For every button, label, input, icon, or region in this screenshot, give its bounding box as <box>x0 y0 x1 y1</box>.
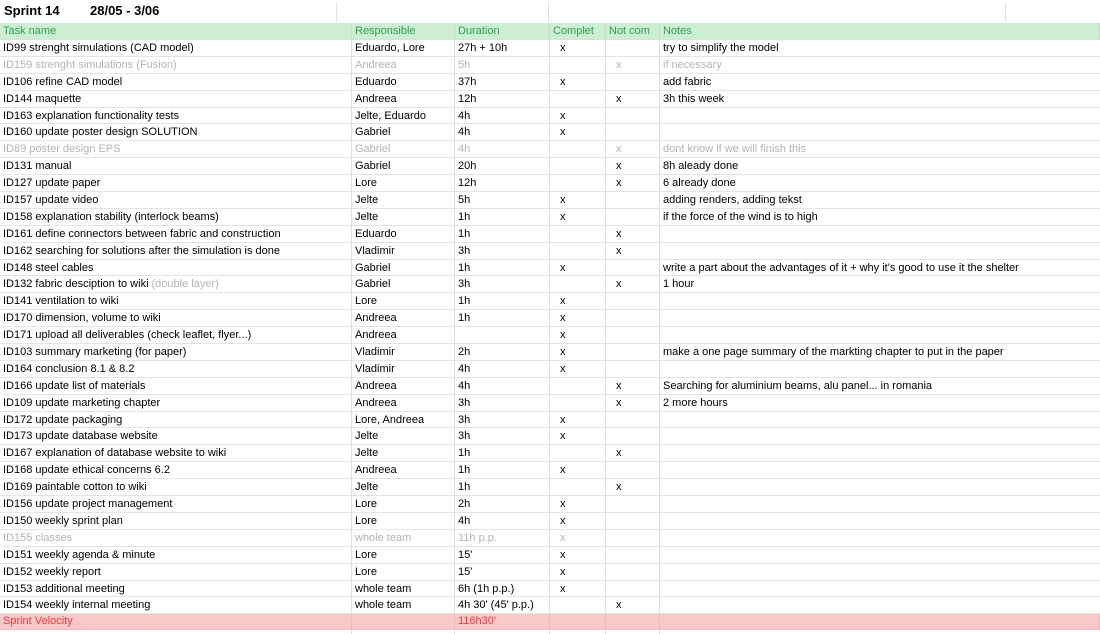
cell-responsible[interactable]: Gabriel <box>352 158 455 174</box>
task-row <box>0 378 1100 395</box>
cell-responsible[interactable]: Andreea <box>352 327 455 343</box>
task-row <box>0 293 1100 310</box>
cell-task-name[interactable]: ID171 upload all deliverables (check leaflet, flyer...) <box>0 327 352 343</box>
title-row <box>0 0 1100 23</box>
cell-responsible[interactable]: Vladimir <box>352 361 455 377</box>
sprint-title: Sprint 14 <box>4 3 60 18</box>
cell-not-com[interactable] <box>606 124 660 140</box>
cell-not-com[interactable] <box>606 412 660 428</box>
cell-notes[interactable]: 2 more hours <box>663 396 728 409</box>
cell-not-com[interactable]: x <box>606 57 660 73</box>
cell-notes[interactable]: Searching for aluminium beams, alu panel... in romania <box>663 379 933 392</box>
cell-not-com[interactable]: x <box>606 395 660 411</box>
cell-duration[interactable]: 1h <box>455 260 550 276</box>
cell-task-name[interactable]: ID164 conclusion 8.1 & 8.2 <box>0 361 352 377</box>
cell-not-com[interactable]: x <box>606 479 660 495</box>
cell-complet[interactable]: x <box>550 428 606 444</box>
cell-complet[interactable] <box>550 57 606 73</box>
cell-notes[interactable]: 6 already done <box>663 177 736 190</box>
cell-task-name[interactable]: ID159 strenght simulations (Fusion) <box>0 57 352 73</box>
task-row <box>0 226 1100 243</box>
cell-complet[interactable]: x <box>550 344 606 360</box>
cell-task-name[interactable]: ID161 define connectors between fabric and construction <box>0 226 352 242</box>
cell-task-name[interactable]: ID152 weekly report <box>0 564 352 580</box>
task-row <box>0 395 1100 412</box>
task-row <box>0 175 1100 192</box>
column-header-row <box>0 23 1100 40</box>
task-row <box>0 445 1100 462</box>
cell-task-name[interactable]: ID132 fabric desciption to wiki (double layer) <box>0 276 352 292</box>
cell-not-com[interactable] <box>606 108 660 124</box>
cell-duration[interactable]: 15' <box>455 547 550 563</box>
cell-task-name[interactable]: ID109 update marketing chapter <box>0 395 352 411</box>
cell-not-com[interactable] <box>606 293 660 309</box>
cell-notes[interactable]: try to simplify the model <box>663 42 779 54</box>
task-row <box>0 40 1100 57</box>
cell-responsible[interactable]: whole team <box>352 597 455 613</box>
cell-complet[interactable]: x <box>550 40 606 56</box>
cell-responsible[interactable]: Jelte <box>352 209 455 225</box>
filler-row <box>0 630 1100 634</box>
cell-notes[interactable] <box>660 310 1100 326</box>
cell-not-com[interactable] <box>606 209 660 225</box>
cell-notes[interactable] <box>660 361 1100 377</box>
cell-responsible[interactable]: Lore <box>352 547 455 563</box>
cell-duration[interactable]: 1h <box>455 226 550 242</box>
cell-notes[interactable] <box>660 530 1100 546</box>
cell-task-name[interactable]: ID170 dimension, volume to wiki <box>0 310 352 326</box>
column-header-duration[interactable]: Duration <box>455 23 550 39</box>
cell-task-name[interactable]: ID153 additional meeting <box>0 581 352 597</box>
cell-notes[interactable]: 8h aleady done <box>663 160 739 173</box>
task-row <box>0 57 1100 74</box>
cell-duration[interactable]: 3h <box>455 276 550 292</box>
cell-notes[interactable]: add fabric <box>663 75 712 88</box>
cell-complet[interactable] <box>550 226 606 242</box>
cell-task-name[interactable]: ID160 update poster design SOLUTION <box>0 124 352 140</box>
cell-not-com[interactable]: x <box>606 276 660 292</box>
cell-notes[interactable] <box>660 581 1100 597</box>
title-cell-border <box>548 2 549 22</box>
cell-complet[interactable] <box>550 158 606 174</box>
cell-duration[interactable]: 12h <box>455 175 550 191</box>
cell-complet[interactable]: x <box>550 260 606 276</box>
cell-complet[interactable]: x <box>550 412 606 428</box>
task-row <box>0 209 1100 226</box>
task-row <box>0 91 1100 108</box>
cell-responsible[interactable]: Jelte, Eduardo <box>352 108 455 124</box>
cell-duration[interactable]: 11h p.p. <box>455 530 550 546</box>
cell-responsible[interactable]: Eduardo <box>352 74 455 90</box>
task-row <box>0 597 1100 614</box>
cell-duration[interactable]: 15' <box>455 564 550 580</box>
cell-notes[interactable]: adding renders, adding tekst <box>663 194 802 207</box>
cell-task-name[interactable]: ID151 weekly agenda & minute <box>0 547 352 563</box>
cell-complet[interactable] <box>550 243 606 259</box>
cell-responsible[interactable]: Andreea <box>352 395 455 411</box>
cell-not-com[interactable] <box>606 513 660 529</box>
task-row <box>0 361 1100 378</box>
cell-notes[interactable] <box>660 108 1100 124</box>
cell-duration[interactable]: 37h <box>455 74 550 90</box>
cell-empty <box>352 630 455 634</box>
cell-duration[interactable]: 5h <box>455 57 550 73</box>
task-name-suffix: (double layer) <box>151 278 219 291</box>
cell-task-name[interactable]: ID158 explanation stability (interlock beams) <box>0 209 352 225</box>
cell-complet[interactable]: x <box>550 361 606 377</box>
cell-duration[interactable]: 1h <box>455 209 550 225</box>
task-row <box>0 462 1100 479</box>
sprint-date-range: 28/05 - 3/06 <box>90 3 160 18</box>
cell-duration[interactable]: 3h <box>455 428 550 444</box>
cell-duration[interactable]: 20h <box>455 158 550 174</box>
cell-task-name[interactable]: ID89 poster design EPS <box>0 141 352 157</box>
cell-not-com[interactable] <box>606 564 660 580</box>
cell-duration[interactable]: 1h <box>455 293 550 309</box>
cell-not-com[interactable]: x <box>606 158 660 174</box>
cell-not-com[interactable] <box>606 361 660 377</box>
cell-notes[interactable]: dont know if we will finish this <box>663 143 807 156</box>
cell-task-name[interactable]: ID167 explanation of database website to wiki <box>0 445 352 461</box>
cell-task-name[interactable]: ID144 maquette <box>0 91 352 107</box>
cell-task-name[interactable]: ID162 searching for solutions after the simulation is done <box>0 243 352 259</box>
cell-complet[interactable]: x <box>550 547 606 563</box>
cell-task-name[interactable]: ID127 update paper <box>0 175 352 191</box>
cell-responsible[interactable]: Lore <box>352 293 455 309</box>
cell-responsible[interactable]: Jelte <box>352 428 455 444</box>
cell-not-com[interactable]: x <box>606 175 660 191</box>
cell-complet[interactable]: x <box>550 513 606 529</box>
cell-not-com[interactable]: x <box>606 445 660 461</box>
task-row <box>0 158 1100 175</box>
cell-complet[interactable] <box>550 175 606 191</box>
cell-notes[interactable] <box>660 226 1100 242</box>
task-row <box>0 192 1100 209</box>
cell-task-name[interactable]: ID166 update list of materials <box>0 378 352 394</box>
cell-task-name[interactable]: ID148 steel cables <box>0 260 352 276</box>
cell-complet[interactable]: x <box>550 293 606 309</box>
cell-complet[interactable]: x <box>550 496 606 512</box>
cell-complet[interactable]: x <box>550 124 606 140</box>
cell-not-com[interactable] <box>606 462 660 478</box>
cell-responsible[interactable]: Lore <box>352 175 455 191</box>
cell-task-name[interactable]: ID103 summary marketing (for paper) <box>0 344 352 360</box>
cell-task-name[interactable]: ID169 paintable cotton to wiki <box>0 479 352 495</box>
cell-not-com[interactable]: x <box>606 226 660 242</box>
cell-task-name[interactable]: ID157 update video <box>0 192 352 208</box>
cell-notes[interactable] <box>660 412 1100 428</box>
table-body <box>0 40 1100 614</box>
cell-duration[interactable]: 4h <box>455 108 550 124</box>
cell-notes[interactable] <box>660 428 1100 444</box>
cell-responsible[interactable]: Vladimir <box>352 344 455 360</box>
task-row <box>0 412 1100 429</box>
task-row <box>0 108 1100 125</box>
cell-notes[interactable]: if the force of the wind is to high <box>663 210 818 223</box>
cell-notes[interactable] <box>660 597 1100 613</box>
cell-empty[interactable] <box>606 614 660 629</box>
column-header-task-name[interactable]: Task name <box>0 23 352 39</box>
cell-task-name[interactable]: ID150 weekly sprint plan <box>0 513 352 529</box>
cell-notes[interactable] <box>660 564 1100 580</box>
cell-not-com[interactable] <box>606 428 660 444</box>
cell-notes[interactable]: 3h this week <box>663 92 725 105</box>
cell-not-com[interactable] <box>606 310 660 326</box>
cell-complet[interactable]: x <box>550 327 606 343</box>
cell-not-com[interactable] <box>606 192 660 208</box>
task-row <box>0 74 1100 91</box>
cell-notes[interactable] <box>660 445 1100 461</box>
cell-notes[interactable]: 1 hour <box>663 278 695 291</box>
cell-notes[interactable]: make a one page summary of the markting chapter to put in the paper <box>663 346 1004 359</box>
cell-responsible[interactable]: Andreea <box>352 310 455 326</box>
task-row <box>0 243 1100 260</box>
cell-duration[interactable]: 1h <box>455 310 550 326</box>
cell-empty[interactable] <box>660 614 1100 629</box>
cell-duration[interactable]: 12h <box>455 91 550 107</box>
cell-duration[interactable]: 6h (1h p.p.) <box>455 581 550 597</box>
cell-responsible[interactable]: Lore <box>352 513 455 529</box>
cell-notes[interactable]: if necessary <box>663 58 722 71</box>
cell-complet[interactable] <box>550 141 606 157</box>
cell-notes[interactable] <box>660 293 1100 309</box>
cell-not-com[interactable] <box>606 74 660 90</box>
cell-complet[interactable] <box>550 597 606 613</box>
cell-responsible[interactable]: Gabriel <box>352 141 455 157</box>
cell-complet[interactable] <box>550 276 606 292</box>
cell-duration[interactable]: 2h <box>455 344 550 360</box>
title-cell-border <box>1005 2 1006 22</box>
cell-duration[interactable]: 4h <box>455 378 550 394</box>
cell-not-com[interactable]: x <box>606 378 660 394</box>
column-header-not-com[interactable]: Not com <box>606 23 660 39</box>
cell-responsible[interactable]: Andreea <box>352 57 455 73</box>
cell-responsible[interactable]: Andreea <box>352 462 455 478</box>
cell-responsible[interactable]: Lore <box>352 564 455 580</box>
cell-complet[interactable]: x <box>550 310 606 326</box>
cell-not-com[interactable] <box>606 327 660 343</box>
cell-empty <box>0 630 352 634</box>
cell-complet[interactable]: x <box>550 581 606 597</box>
cell-task-name[interactable]: ID106 refine CAD model <box>0 74 352 90</box>
cell-responsible[interactable]: Gabriel <box>352 260 455 276</box>
cell-responsible[interactable]: whole team <box>352 581 455 597</box>
cell-duration[interactable]: 1h <box>455 445 550 461</box>
cell-complet[interactable] <box>550 395 606 411</box>
cell-complet[interactable]: x <box>550 564 606 580</box>
cell-not-com[interactable] <box>606 344 660 360</box>
cell-task-name[interactable]: ID172 update packaging <box>0 412 352 428</box>
sprint-velocity-row <box>0 614 1100 630</box>
task-row <box>0 344 1100 361</box>
sprint-velocity-label[interactable]: Sprint Velocity <box>0 614 352 629</box>
cell-not-com[interactable] <box>606 547 660 563</box>
task-row <box>0 547 1100 564</box>
cell-empty <box>455 630 550 634</box>
task-row <box>0 513 1100 530</box>
cell-not-com[interactable] <box>606 530 660 546</box>
task-row <box>0 260 1100 277</box>
cell-duration[interactable]: 3h <box>455 412 550 428</box>
cell-task-name[interactable]: ID99 strenght simulations (CAD model) <box>0 40 352 56</box>
task-row <box>0 428 1100 445</box>
task-row <box>0 530 1100 547</box>
task-row <box>0 564 1100 581</box>
cell-duration[interactable]: 4h 30' (45' p.p.) <box>455 597 550 613</box>
cell-notes[interactable] <box>660 496 1100 512</box>
cell-notes[interactable] <box>660 243 1100 259</box>
cell-duration[interactable]: 4h <box>455 513 550 529</box>
cell-duration[interactable]: 4h <box>455 124 550 140</box>
cell-duration[interactable]: 3h <box>455 243 550 259</box>
cell-complet[interactable] <box>550 378 606 394</box>
title-cell-border <box>336 2 337 22</box>
cell-responsible[interactable]: Gabriel <box>352 124 455 140</box>
cell-not-com[interactable]: x <box>606 141 660 157</box>
cell-notes[interactable] <box>660 547 1100 563</box>
cell-not-com[interactable]: x <box>606 597 660 613</box>
cell-task-name[interactable]: ID154 weekly internal meeting <box>0 597 352 613</box>
cell-complet[interactable]: x <box>550 192 606 208</box>
cell-responsible[interactable]: Jelte <box>352 445 455 461</box>
column-header-responsible[interactable]: Responsible <box>352 23 455 39</box>
cell-complet[interactable]: x <box>550 530 606 546</box>
cell-duration[interactable]: 1h <box>455 462 550 478</box>
cell-not-com[interactable]: x <box>606 91 660 107</box>
cell-complet[interactable] <box>550 445 606 461</box>
cell-responsible[interactable]: Lore <box>352 496 455 512</box>
cell-responsible[interactable]: Eduardo, Lore <box>352 40 455 56</box>
cell-duration[interactable]: 27h + 10h <box>455 40 550 56</box>
cell-responsible[interactable]: Jelte <box>352 479 455 495</box>
task-row <box>0 581 1100 598</box>
task-row <box>0 327 1100 344</box>
cell-notes[interactable] <box>660 513 1100 529</box>
task-row <box>0 496 1100 513</box>
cell-task-name[interactable]: ID141 ventilation to wiki <box>0 293 352 309</box>
cell-complet[interactable] <box>550 479 606 495</box>
cell-empty <box>660 630 1100 634</box>
cell-duration[interactable]: 4h <box>455 361 550 377</box>
cell-duration[interactable] <box>455 327 550 343</box>
cell-complet[interactable]: x <box>550 108 606 124</box>
cell-duration[interactable]: 3h <box>455 395 550 411</box>
sprint-velocity-total[interactable]: 116h30' <box>455 614 550 629</box>
cell-notes[interactable] <box>660 327 1100 343</box>
cell-task-name[interactable]: ID155 classes <box>0 530 352 546</box>
cell-responsible[interactable]: Gabriel <box>352 276 455 292</box>
cell-notes[interactable] <box>660 479 1100 495</box>
cell-notes[interactable] <box>660 462 1100 478</box>
cell-responsible[interactable]: whole team <box>352 530 455 546</box>
cell-duration[interactable]: 4h <box>455 141 550 157</box>
cell-notes[interactable]: write a part about the advantages of it + why it's good to use it the shelter <box>663 261 1019 274</box>
cell-task-name[interactable]: ID168 update ethical concerns 6.2 <box>0 462 352 478</box>
cell-not-com[interactable] <box>606 496 660 512</box>
cell-complet[interactable]: x <box>550 462 606 478</box>
cell-not-com[interactable]: x <box>606 243 660 259</box>
task-row <box>0 479 1100 496</box>
cell-notes[interactable] <box>660 124 1100 140</box>
cell-complet[interactable]: x <box>550 74 606 90</box>
cell-not-com[interactable] <box>606 581 660 597</box>
task-row <box>0 141 1100 158</box>
cell-empty[interactable] <box>352 614 455 629</box>
cell-empty[interactable] <box>550 614 606 629</box>
cell-task-name[interactable]: ID173 update database website <box>0 428 352 444</box>
cell-responsible[interactable]: Vladimir <box>352 243 455 259</box>
cell-duration[interactable]: 5h <box>455 192 550 208</box>
cell-complet[interactable] <box>550 91 606 107</box>
cell-duration[interactable]: 2h <box>455 496 550 512</box>
cell-responsible[interactable]: Andreea <box>352 91 455 107</box>
cell-complet[interactable]: x <box>550 209 606 225</box>
task-row <box>0 276 1100 293</box>
cell-empty <box>550 630 606 634</box>
column-header-notes[interactable]: Notes <box>660 23 1100 39</box>
cell-responsible[interactable]: Lore, Andreea <box>352 412 455 428</box>
cell-duration[interactable]: 1h <box>455 479 550 495</box>
cell-not-com[interactable] <box>606 260 660 276</box>
cell-empty <box>606 630 660 634</box>
cell-responsible[interactable]: Andreea <box>352 378 455 394</box>
task-row <box>0 310 1100 327</box>
cell-task-name[interactable]: ID131 manual <box>0 158 352 174</box>
cell-responsible[interactable]: Jelte <box>352 192 455 208</box>
cell-not-com[interactable] <box>606 40 660 56</box>
column-header-complet[interactable]: Complet <box>550 23 606 39</box>
cell-task-name[interactable]: ID163 explanation functionality tests <box>0 108 352 124</box>
cell-responsible[interactable]: Eduardo <box>352 226 455 242</box>
task-row <box>0 124 1100 141</box>
cell-task-name[interactable]: ID156 update project management <box>0 496 352 512</box>
